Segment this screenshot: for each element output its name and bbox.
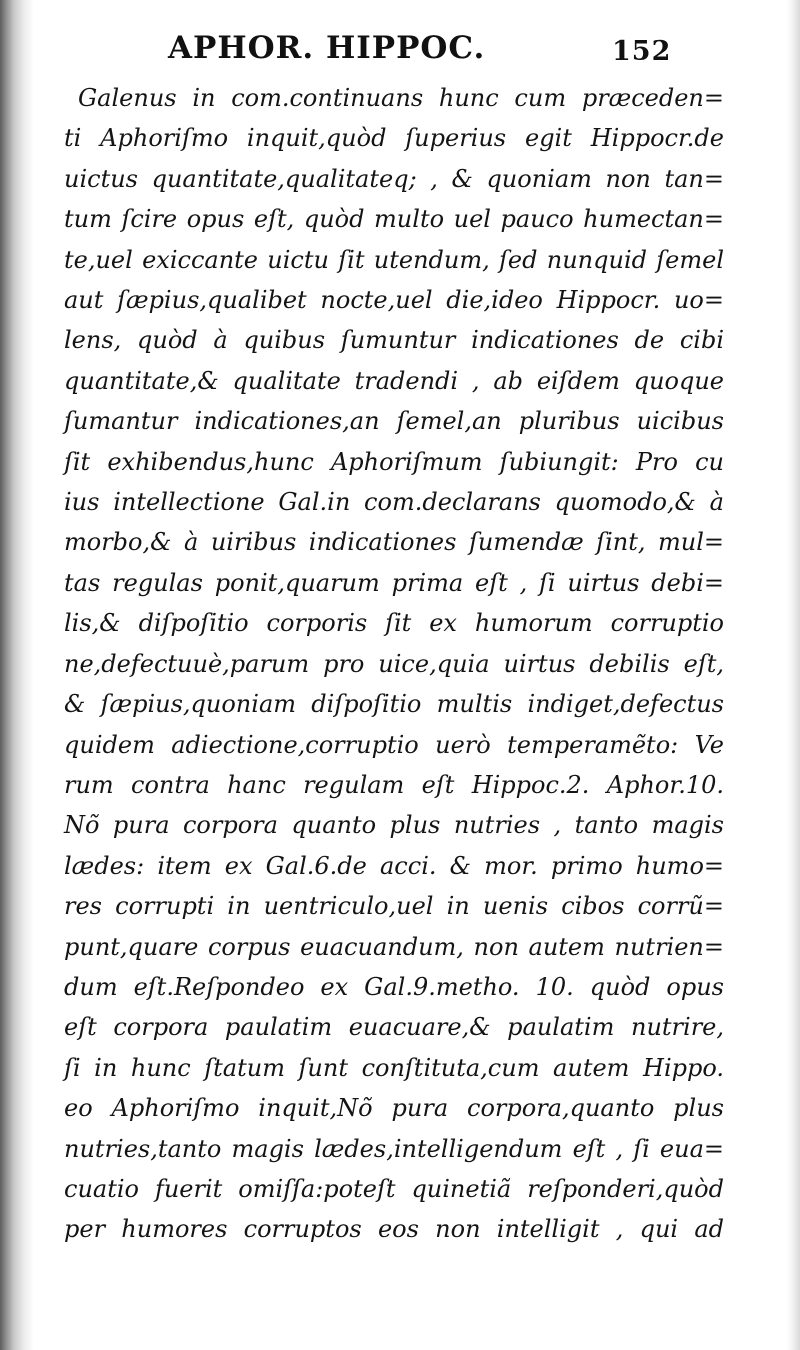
- text-line: ius intellectione Gal.in com.declarans quomodo,& à: [64, 488, 724, 517]
- text-line: tas regulas ponit,quarum prima eſt , ſi uirtus debi=: [64, 568, 724, 597]
- text-line: uictus quantitate,qualitateq; , & quoniam non tan=: [64, 164, 724, 193]
- page-header: [0, 30, 800, 74]
- text-line: eo Aphoriſmo inquit,Nõ pura corpora,quanto plus: [64, 1094, 724, 1123]
- page-edge-shadow: [786, 0, 800, 1350]
- text-line: te,uel exiccante uictu ſit utendum, ſed nunquid ſemel: [64, 245, 724, 274]
- text-line: Nõ pura corpora quanto plus nutries , tanto magis: [64, 811, 724, 840]
- text-line: quidem adiectione,corruptio uerò temperamẽto: Ve: [64, 730, 724, 759]
- text-line: ſumantur indicationes,an ſemel,an pluribus uicibus: [64, 407, 724, 436]
- text-line: ne,defectuuè,parum pro uice,quia uirtus debilis eſt,: [64, 649, 724, 678]
- text-line: Galenus in com.continuans hunc cum præceden=: [78, 84, 724, 112]
- text-line: morbo,& à uiribus indicationes ſumendæ ſint, mul=: [64, 528, 724, 557]
- text-line: nutries,tanto magis lædes,intelligendum eſt , ſi eua=: [64, 1134, 724, 1163]
- text-line: cuatio fuerit omiſſa:poteſt quinetiã reſponderi,quòd: [64, 1174, 724, 1203]
- text-line: per humores corruptos eos non intelligit , qui ad: [64, 1215, 724, 1244]
- running-title: APHOR. HIPPOC.: [168, 30, 486, 66]
- text-line: ti Aphoriſmo inquit,quòd ſuperius egit Hippocr.de: [64, 124, 724, 153]
- text-line: & ſæpius,quoniam diſpoſitio multis indiget,defectus: [64, 690, 724, 719]
- text-line: lædes: item ex Gal.6.de acci. & mor. primo humo=: [64, 851, 724, 880]
- page-gutter-shadow: [0, 0, 34, 1350]
- text-line: lis,& diſpoſitio corporis ſit ex humorum corruptio: [64, 609, 724, 638]
- text-line: quantitate,& qualitate tradendi , ab eiſdem quoque: [64, 366, 724, 395]
- text-line: rum contra hanc regulam eſt Hippoc.2. Aphor.10.: [64, 770, 724, 799]
- text-line: eſt corpora paulatim euacuare,& paulatim nutrire,: [64, 1013, 724, 1042]
- body-text: [64, 78, 724, 1250]
- text-line: lens, quòd à quibus ſumuntur indicationes de cibi: [64, 326, 724, 355]
- text-line: aut ſæpius,qualibet nocte,uel die,ideo Hippocr. uo=: [64, 286, 724, 315]
- text-line: punt,quare corpus euacuandum, non autem nutrien=: [64, 932, 724, 961]
- page-number: 152: [612, 36, 672, 67]
- text-line: dum eſt.Reſpondeo ex Gal.9.metho. 10. quòd opus: [64, 972, 724, 1001]
- text-line: ſi in hunc ſtatum ſunt conſtituta,cum autem Hippo.: [64, 1053, 724, 1082]
- text-line: ſit exhibendus,hunc Aphoriſmum ſubiungit: Pro cu: [64, 447, 724, 476]
- text-line: tum ſcire opus eſt, quòd multo uel pauco humectan=: [64, 205, 724, 234]
- text-line: res corrupti in uentriculo,uel in uenis cibos corrũ=: [64, 892, 724, 921]
